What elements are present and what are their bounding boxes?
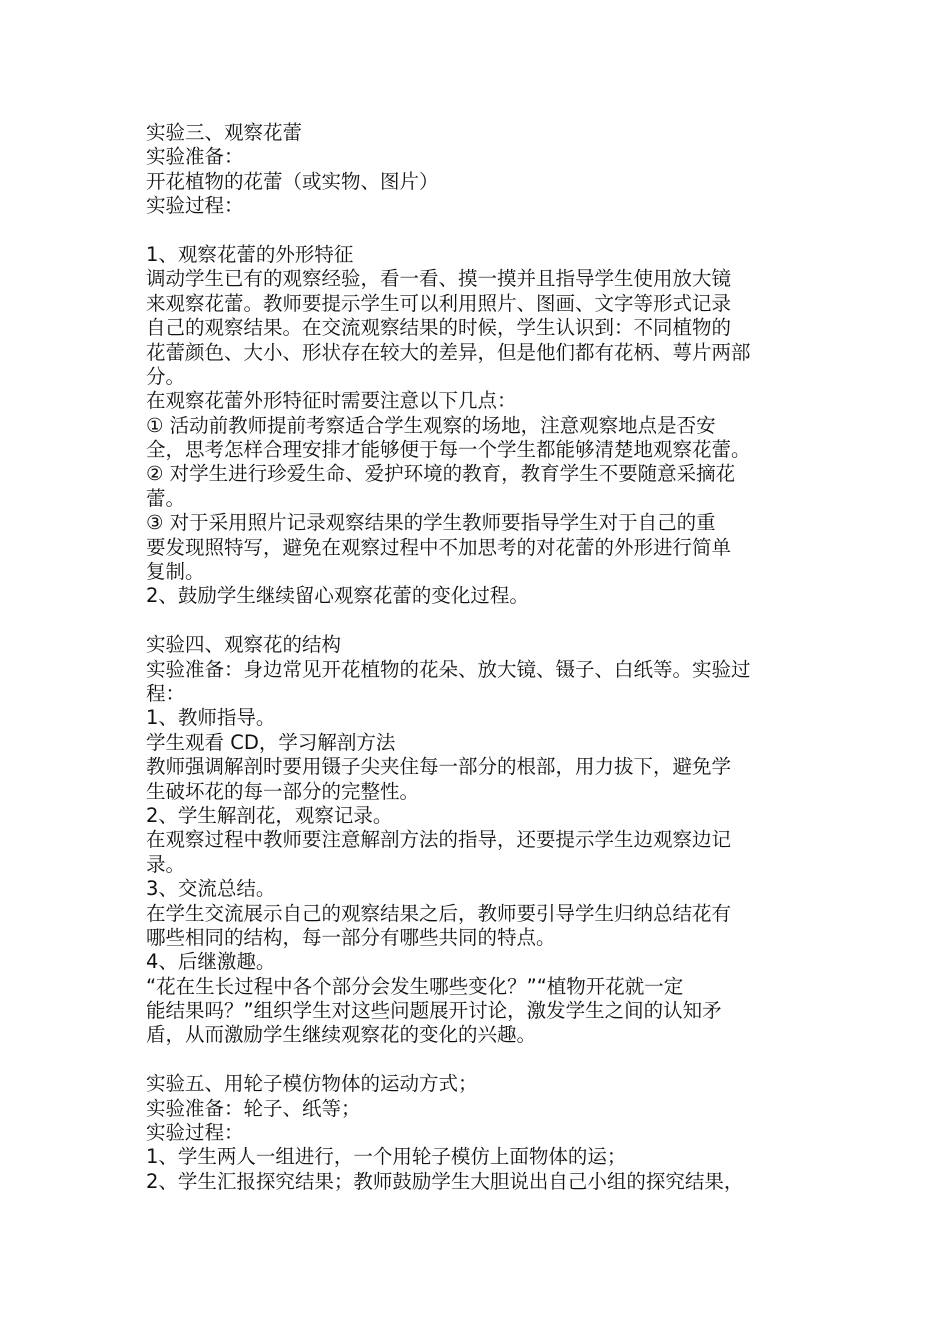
text-line: 实验五、用轮子模仿物体的运动方式； [146, 1072, 478, 1096]
text-line: 分。 [146, 364, 186, 388]
text-line: 1、教师指导。 [146, 706, 276, 730]
text-line: 盾，从而激励学生继续观察花的变化的兴趣。 [146, 1023, 537, 1047]
text-line: 实验过程： [146, 1121, 244, 1145]
text-line: 复制。 [146, 560, 205, 584]
blank-line [146, 1048, 826, 1072]
text-line: 能结果吗？”组织学生对这些问题展开讨论，激发学生之间的认知矛 [146, 999, 722, 1023]
text-line: 实验准备：轮子、纸等； [146, 1096, 361, 1120]
text-line: 来观察花蕾。教师要提示学生可以利用照片、图画、文字等形式记录 [146, 291, 732, 315]
text-line: 实验三、观察花蕾 [146, 121, 303, 144]
text-line: 要发现照特写，避免在观察过程中不加思考的对花蕾的外形进行简单 [146, 535, 732, 559]
text-line: 教师强调解剖时要用镊子尖夹住每一部分的根部，用力拔下，避免学 [146, 755, 732, 779]
text-line: ① 活动前教师提前考察适合学生观察的场地，注意观察地点是否安 [146, 413, 716, 437]
text-line: 调动学生已有的观察经验，看一看、摸一摸并且指导学生使用放大镜 [146, 267, 732, 291]
text-line: 实验过程： [146, 194, 244, 218]
text-line: 2、鼓励学生继续留心观察花蕾的变化过程。 [146, 584, 529, 608]
text-line: 2、学生汇报探究结果；教师鼓励学生大胆说出自己小组的探究结果， [146, 1169, 744, 1193]
text-line: 录。 [146, 852, 186, 876]
blank-line [146, 219, 826, 243]
text-line: 2、学生解剖花，观察记录。 [146, 803, 393, 827]
text-line: 在观察过程中教师要注意解剖方法的指导，还要提示学生边观察边记 [146, 828, 732, 852]
text-line: 实验准备：身边常见开花植物的花朵、放大镜、镊子、白纸等。实验过 [146, 657, 751, 681]
document-body [146, 121, 826, 1194]
text-line: ③ 对于采用照片记录观察结果的学生教师要指导学生对于自己的重 [146, 511, 716, 535]
text-line: 全，思考怎样合理安排才能够便于每一个学生都能够清楚地观察花蕾。 [146, 438, 751, 462]
text-line: 开花植物的花蕾（或实物、图片） [146, 169, 439, 193]
text-line: 自己的观察结果。在交流观察结果的时候，学生认识到：不同植物的 [146, 316, 732, 340]
text-line: 1、学生两人一组进行，一个用轮子模仿上面物体的运； [146, 1145, 627, 1169]
text-line: ② 对学生进行珍爱生命、爱护环境的教育，教育学生不要随意采摘花 [146, 462, 736, 486]
text-line: 花蕾颜色、大小、形状存在较大的差异，但是他们都有花柄、萼片两部 [146, 340, 751, 364]
text-line: 在学生交流展示自己的观察结果之后，教师要引导学生归纳总结花有 [146, 901, 732, 925]
text-line: 哪些相同的结构，每一部分有哪些共同的特点。 [146, 925, 556, 949]
text-line: 3、交流总结。 [146, 877, 276, 901]
text-line: “花在生长过程中各个部分会发生哪些变化？”“植物开花就一定 [146, 974, 684, 998]
text-line: 学生观看 CD，学习解剖方法 [146, 730, 396, 754]
text-line: 程： [146, 681, 186, 705]
text-line: 4、后继激趣。 [146, 950, 276, 974]
blank-line [146, 609, 826, 633]
text-line: 实验准备： [146, 145, 244, 169]
text-line: 在观察花蕾外形特征时需要注意以下几点： [146, 389, 517, 413]
text-line: 生破坏花的每一部分的完整性。 [146, 779, 420, 803]
text-line: 蕾。 [146, 486, 186, 510]
text-line: 1、观察花蕾的外形特征 [146, 242, 354, 266]
text-line: 实验四、观察花的结构 [146, 633, 342, 657]
